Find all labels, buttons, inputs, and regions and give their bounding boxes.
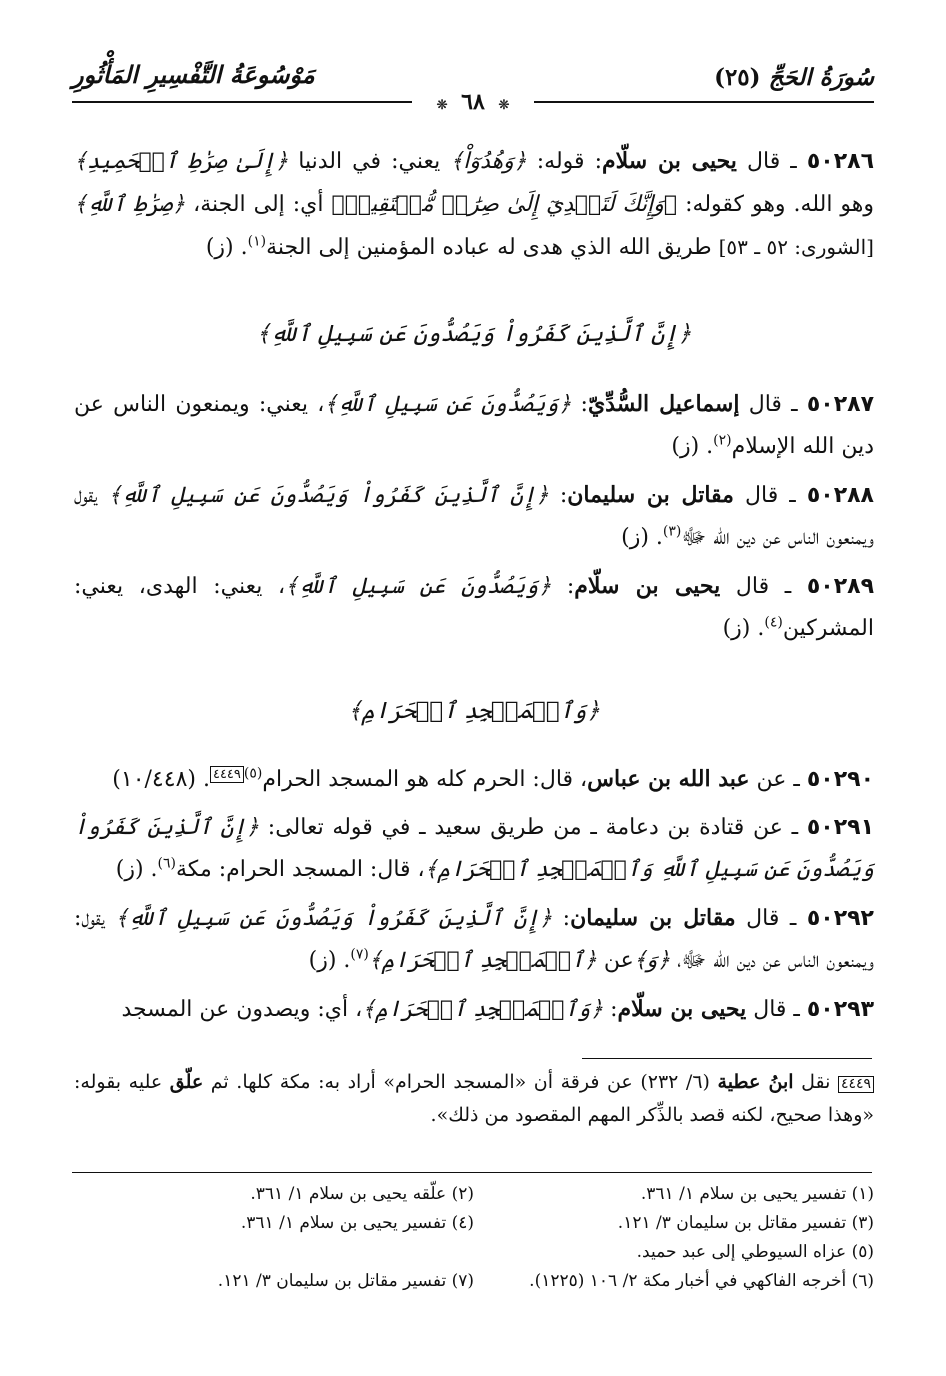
footnote-ref[interactable]: (٦) xyxy=(157,855,177,872)
entry-number: ٥٠٢٨٩ xyxy=(806,574,874,599)
quran-quote: ﴿إِلَىٰ صِرَٰطِ ٱلۡحَمِيدِ﴾ xyxy=(74,149,289,174)
footnote-ref[interactable]: (٤) xyxy=(764,614,783,631)
verse-heading-2: ﴿وَٱلۡمَسۡجِدِ ٱلۡحَرَامِ﴾ xyxy=(348,698,600,724)
entry-number: ٥٠٢٨٧ xyxy=(806,392,875,417)
entry-50289 xyxy=(74,565,874,650)
commentary-divider xyxy=(582,1058,872,1059)
footnote-divider xyxy=(72,1172,872,1173)
commentary-text: نقل xyxy=(793,1071,838,1093)
footnote-5: (٥) عزاه السيوطي إلى عبد حميد. xyxy=(636,1242,874,1262)
verse-heading-1: ﴿إِنَّ ٱلَّذِينَ كَفَرُواْ وَيَصُدُّونَ عَن سَبِيلِ ٱللَّهِ﴾ xyxy=(256,321,692,347)
entry-number: ٥٠٢٩١ xyxy=(806,815,874,840)
footnote-row xyxy=(74,1238,874,1267)
page-number: ٦٨ xyxy=(461,89,485,115)
entry-text: : xyxy=(603,997,618,1022)
narrator-name: يحيى بن سلّام xyxy=(602,148,737,174)
page-header xyxy=(72,58,874,115)
narrator-name: مقاتل بن سليمان xyxy=(567,482,734,508)
entry-50292 xyxy=(74,897,874,982)
entry-end: . (ز) xyxy=(621,525,663,550)
entry-number: ٥٠٢٩٠ xyxy=(806,767,874,792)
footnote-ref[interactable]: (٧) xyxy=(350,946,369,963)
quran-quote: ﴿وَيَصُدُّونَ عَن سَبِيلِ ٱللَّهِ﴾ xyxy=(285,574,552,599)
quran-quote: ﴿إِنَّ ٱلَّذِينَ كَفَرُواْ وَيَصُدُّونَ عَن سَبِيلِ ٱللَّهِ﴾ xyxy=(115,906,553,931)
page-number-block xyxy=(72,89,874,116)
entry-end: . (ز) xyxy=(115,857,158,882)
narrator-name: يحيى بن سلّام xyxy=(617,996,747,1022)
entry-text: يقول ويمنعون الناس عن دين الله ﷻ xyxy=(74,483,874,550)
entry-text: : xyxy=(551,574,575,599)
quran-quote: ﴿وَهُدُوٓاْ﴾ xyxy=(450,149,527,174)
footnote-row xyxy=(74,1209,874,1238)
entry-50290 xyxy=(74,758,874,801)
commentary-keyword: علّق xyxy=(169,1071,204,1093)
entry-text: : xyxy=(548,483,568,508)
entry-text: : xyxy=(552,906,571,931)
narrator-name: عبد الله بن عباس xyxy=(587,766,750,792)
quran-quote: ﴿وَإِنَّكَ لَتَهۡدِيٓ إِلَىٰ صِرَٰطٖ مُّسۡتَقِيمٖ﴾ xyxy=(331,192,678,217)
narrator-name: مقاتل بن سليمان xyxy=(570,905,736,931)
entry-text: طريق الله الذي هدى له عباده المؤمنين إلى الجنة xyxy=(266,235,719,260)
commentary-ref-box[interactable]: ٤٤٤٩ xyxy=(210,766,244,783)
entry-text: : xyxy=(571,392,588,417)
entry-number: ٥٠٢٨٨ xyxy=(806,483,874,508)
entry-text: ، يعني: ويمنعون الناس عن دين الله الإسلام xyxy=(74,392,874,459)
entry-text: ـ قال xyxy=(735,906,807,931)
footnote-4: (٤) تفسير يحيى بن سلام ١/ ٣٦١. xyxy=(240,1213,474,1233)
entry-50293 xyxy=(74,988,874,1031)
entry-50286 xyxy=(74,140,874,269)
surah-name: سُورَةُ الحَجِّ xyxy=(768,64,874,91)
entry-text: ، أي: ويصدون عن المسجد xyxy=(121,997,363,1022)
entry-text: يقول: ويمنعون الناس عن دين الله ﷻ، xyxy=(74,906,874,973)
footnote-ref[interactable]: (٢) xyxy=(713,432,732,449)
entry-text: ، قال: الحرم كله هو المسجد الحرام xyxy=(262,767,588,792)
quran-quote: ﴿وَٱلۡمَسۡجِدِ ٱلۡحَرَامِ﴾ xyxy=(362,997,604,1022)
entry-end: . (ز) xyxy=(205,235,248,260)
footnote-ref[interactable]: (١) xyxy=(247,233,267,250)
footnote-1: (١) تفسير يحيى بن سلام ١/ ٣٦١. xyxy=(640,1184,874,1204)
quran-quote: ﴿وَيَصُدُّونَ عَن سَبِيلِ ٱللَّهِ﴾ xyxy=(324,392,572,417)
verse-reference: [الشورى: ٥٢ ـ ٥٣] xyxy=(718,235,874,259)
footnote-row xyxy=(74,1267,874,1296)
entry-text: ـ عن قتادة بن دعامة ـ من طريق سعيد ـ في قوله تعالى: xyxy=(259,815,807,840)
entry-text: ـ قال xyxy=(733,483,807,508)
quran-quote: ﴿إِنَّ ٱلَّذِينَ كَفَرُواْ وَيَصُدُّونَ عَن سَبِيلِ ٱللَّهِ﴾ xyxy=(108,483,549,508)
scholar-name: ابنُ عطية xyxy=(717,1071,794,1093)
footnotes xyxy=(74,1180,874,1296)
entry-text: ـ عن xyxy=(749,767,807,792)
entry-text: عن xyxy=(596,948,634,973)
footnote-ref[interactable]: (٥) xyxy=(243,765,263,782)
entry-text: ـ قال xyxy=(736,149,807,174)
entry-text: ـ قال xyxy=(720,574,807,599)
entry-50287 xyxy=(74,383,874,468)
footnote-row xyxy=(74,1180,874,1209)
entry-text: ، قال: المسجد الحرام: مكة xyxy=(176,857,425,882)
book-title: مَوْسُوعَةُ التَّفْسِيرِ المَأْثُورِ xyxy=(72,60,315,89)
narrator-name: إسماعيل السُّدِّيّ xyxy=(587,391,740,417)
ornament-icon: ❊ xyxy=(498,98,510,113)
entry-end: . (ز) xyxy=(722,616,765,641)
entry-number: ٥٠٢٩٣ xyxy=(806,997,874,1022)
entry-text: ـ قال xyxy=(739,392,807,417)
entry-text: ، يعني: الهدى، يعني: المشركين xyxy=(74,574,874,641)
entry-end: . (ز) xyxy=(308,948,351,973)
footnote-7: (٧) تفسير مقاتل بن سليمان ٣/ ١٢١. xyxy=(217,1271,474,1291)
quran-quote: ﴿وَ﴾ xyxy=(633,948,671,973)
footnote-6: (٦) أخرجه الفاكهي في أخبار مكة ٢/ ١٠٦ (١٢٢٥). xyxy=(529,1271,874,1291)
entry-text: : قوله: xyxy=(526,149,603,174)
footnote-2: (٢) علّقه يحيى بن سلام ١/ ٣٦١. xyxy=(250,1184,474,1204)
footnote-3: (٣) تفسير مقاتل بن سليمان ٣/ ١٢١. xyxy=(617,1213,874,1233)
entry-number: ٥٠٢٨٦ xyxy=(806,149,874,174)
narrator-name: يحيى بن سلّام xyxy=(574,573,721,599)
surah-number: (٢٥) xyxy=(714,64,761,91)
entry-50291 xyxy=(74,807,874,891)
footnote-ref[interactable]: (٣) xyxy=(662,523,682,540)
entry-end: . (١٠/٤٤٨) xyxy=(112,767,210,792)
entry-text: وهو الله. وهو كقوله: xyxy=(677,192,875,217)
commentary-text: (٦/ ٢٣٢) عن فرقة أن «المسجد الحرام» أراد به: مكة كلها. ثم xyxy=(203,1071,718,1093)
entry-text: ـ قال xyxy=(746,997,807,1022)
quran-quote: ﴿صِرَٰطِ ٱللَّهِ﴾ xyxy=(74,192,186,217)
entry-end: . (ز) xyxy=(671,434,714,459)
quran-quote: ﴿إِنَّ ٱلَّذِينَ كَفَرُواْ وَيَصُدُّونَ عَن سَبِيلِ ٱللَّهِ وَٱلۡمَسۡجِدِ ٱلۡحَرَامِ﴾ xyxy=(74,815,874,882)
commentary-ref-box: ٤٤٤٩ xyxy=(838,1076,874,1093)
ornament-icon: ❊ xyxy=(436,98,448,113)
surah-title xyxy=(714,64,874,91)
entry-text: أي: إلى الجنة، xyxy=(185,192,332,217)
entry-50288 xyxy=(74,474,874,559)
entry-text: يعني: في الدنيا xyxy=(288,149,451,174)
quran-quote: ﴿ٱلۡمَسۡجِدِ ٱلۡحَرَامِ﴾ xyxy=(368,948,597,973)
commentary-note xyxy=(74,1066,874,1132)
main-text xyxy=(74,140,874,1037)
entry-number: ٥٠٢٩٢ xyxy=(806,906,874,931)
commentary-text: عليه بقوله: «وهذا صحيح، لكنه قصد بالذِّكر المهم المقصود من ذلك». xyxy=(74,1071,874,1126)
